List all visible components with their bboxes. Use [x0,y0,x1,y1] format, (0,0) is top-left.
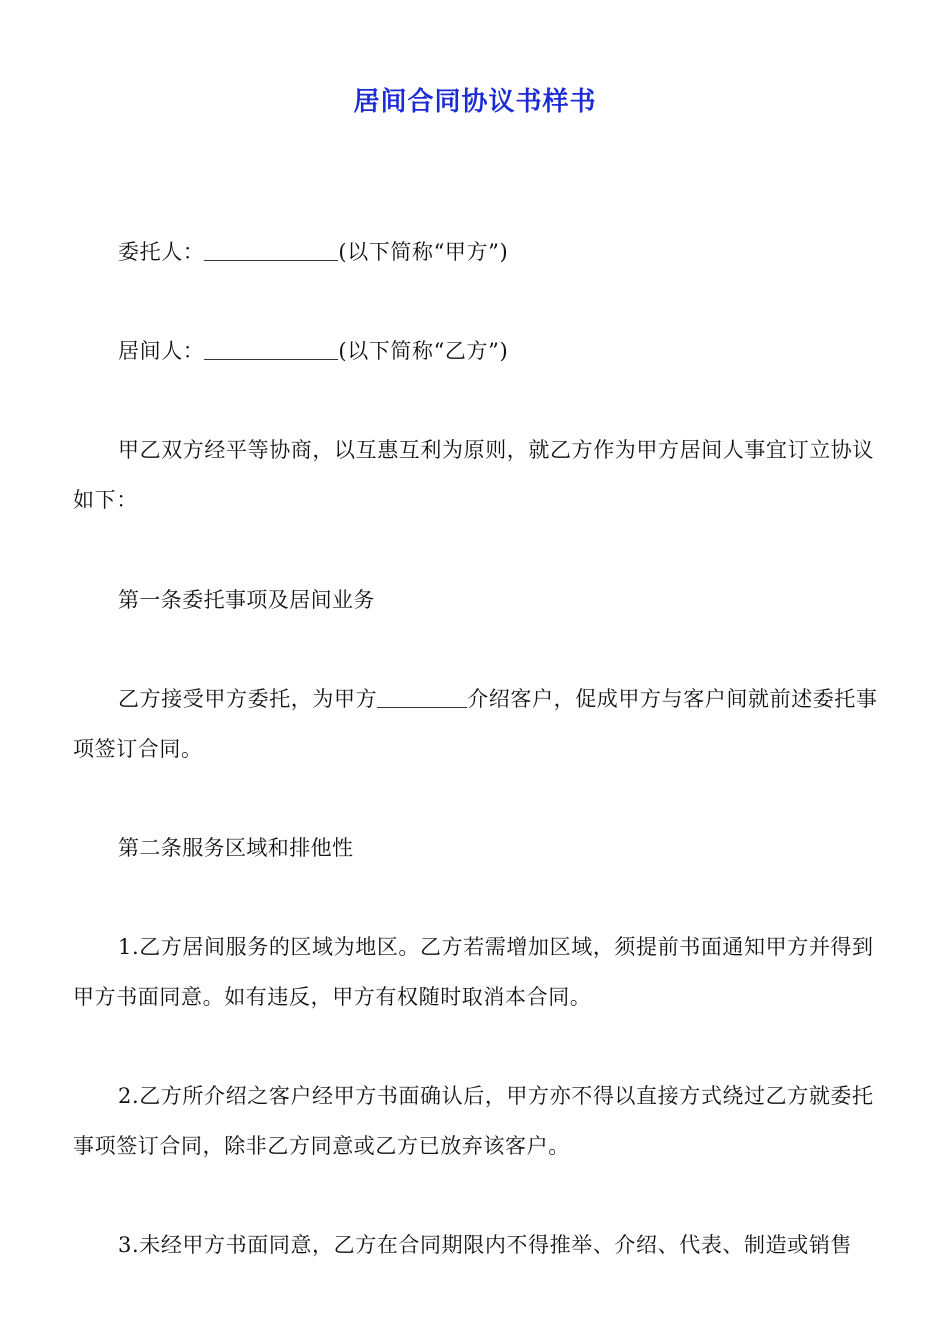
article1-text-after: 介绍客户，促成甲方与客户间就前述委托事项签订合同。 [73,687,878,761]
article1-heading: 第一条委托事项及居间业务 [118,588,375,612]
client-label: 委托人： [118,240,205,264]
broker-name-blank [204,337,338,360]
document-title: 居间合同协议书样书 [353,87,597,117]
broker-label: 居间人： [118,339,205,363]
article2-item1: 1.乙方居间服务的区域为地区。乙方若需增加区域，须提前书面通知甲方并得到甲方书面同意。如有违反，甲方有权随时取消本合同。 [73,935,874,1009]
article1-text-before: 乙方接受甲方委托，为甲方 [118,687,378,711]
article2-item3: 3.未经甲方书面同意，乙方在合同期限内不得推举、介绍、代表、制造或销售 [118,1233,853,1257]
broker-line [73,326,881,376]
client-name-blank [204,238,338,261]
article1-blank [377,685,467,708]
article1-paragraph [73,674,881,774]
preamble-paragraph: 甲乙双方经平等协商，以互惠互利为原则，就乙方作为甲方居间人事宜订立协议如下： [73,438,874,512]
client-line [73,227,881,277]
client-suffix: (以下简称“甲方”) [338,240,509,264]
article2-item2: 2.乙方所介绍之客户经甲方书面确认后，甲方亦不得以直接方式绕过乙方就委托事项签订合同，除非乙方同意或乙方已放弃该客户。 [73,1084,874,1158]
article2-heading: 第二条服务区域和排他性 [118,836,354,860]
broker-suffix: (以下简称“乙方”) [338,339,509,363]
